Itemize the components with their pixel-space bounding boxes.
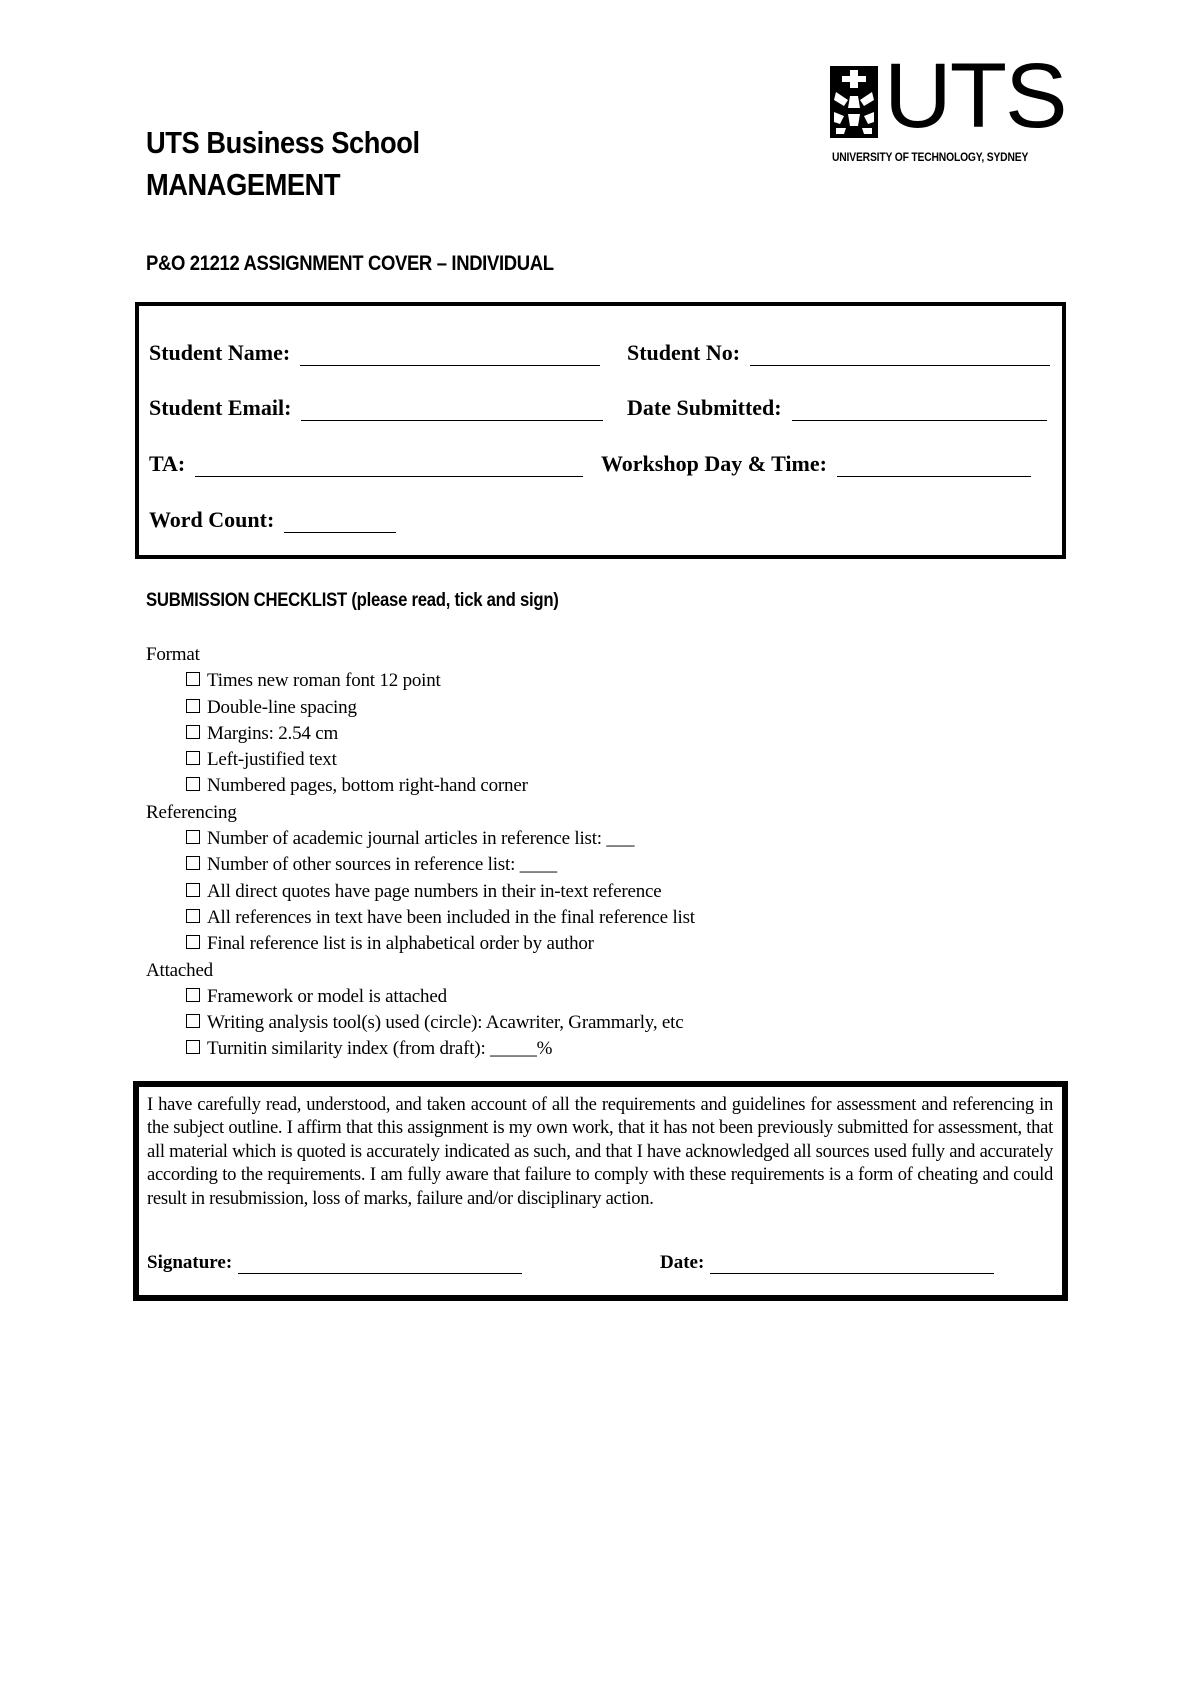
checkbox[interactable] xyxy=(186,672,200,686)
student-name-label: Student Name: xyxy=(149,340,291,365)
school-heading xyxy=(146,122,420,206)
ta-label: TA: xyxy=(149,451,186,476)
date-field xyxy=(660,1250,994,1274)
checklist-section-referencing: Referencing xyxy=(146,801,237,823)
signature-label: Signature: xyxy=(147,1252,233,1273)
workshop-label: Workshop Day & Time: xyxy=(601,451,827,476)
checklist-item[interactable]: Numbered pages, bottom right-hand corner xyxy=(146,773,695,799)
date-submitted-input[interactable] xyxy=(792,398,1047,421)
checklist-item[interactable]: Double-line spacing xyxy=(146,695,695,721)
checklist-item[interactable]: Final reference list is in alphabetical order by author xyxy=(146,931,695,957)
word-count-input[interactable] xyxy=(284,510,396,533)
checkbox[interactable] xyxy=(186,935,200,949)
date-submitted-label: Date Submitted: xyxy=(627,395,782,420)
declaration-text: I have carefully read, understood, and taken account of all the requirements and guidelines for assessment and referencing in the subject outline. I affirm that this assignment is my own work, that it has not been previously submitted for assessment, that all material which is quoted is accurately indicated as such, and that I have acknowledged all sources used fully and accurately according to the requirements. I am fully aware that failure to comply with these requirements is a form of cheating and could result in resubmission, loss of marks, failure and/or disciplinary action. xyxy=(147,1094,1053,1209)
checklist-item[interactable]: Times new roman font 12 point xyxy=(146,668,695,694)
ta-input[interactable] xyxy=(195,454,583,477)
cover-title: P&O 21212 ASSIGNMENT COVER – INDIVIDUAL xyxy=(146,252,554,275)
checklist-title: SUBMISSION CHECKLIST (please read, tick and sign) xyxy=(146,590,559,611)
logo-subtitle: UNIVERSITY OF TECHNOLOGY, SYDNEY xyxy=(832,150,1029,164)
checkbox[interactable] xyxy=(186,883,200,897)
student-email-label: Student Email: xyxy=(149,395,292,420)
date-input[interactable] xyxy=(710,1253,994,1274)
ta-field xyxy=(149,447,583,477)
uts-logo xyxy=(830,45,1066,164)
workshop-input[interactable] xyxy=(837,454,1031,477)
checkbox[interactable] xyxy=(186,830,200,844)
checklist-item[interactable]: Number of academic journal articles in reference list: ___ xyxy=(146,826,695,852)
student-no-field xyxy=(627,336,1050,366)
checkbox[interactable] xyxy=(186,1014,200,1028)
logo-wordmark: UTS xyxy=(884,45,1066,147)
submission-checklist xyxy=(146,642,695,1063)
uts-crest-icon xyxy=(830,66,878,138)
student-name-input[interactable] xyxy=(300,343,600,366)
student-name-field xyxy=(149,336,600,366)
student-no-input[interactable] xyxy=(750,343,1050,366)
checklist-item[interactable]: All references in text have been included in the final reference list xyxy=(146,905,695,931)
declaration-box xyxy=(133,1081,1068,1301)
school-name: UTS Business School xyxy=(146,125,420,160)
checklist-item[interactable]: All direct quotes have page numbers in their in-text reference xyxy=(146,879,695,905)
student-no-label: Student No: xyxy=(627,340,741,365)
checkbox[interactable] xyxy=(186,988,200,1002)
checklist-item[interactable]: Framework or model is attached xyxy=(146,984,695,1010)
checkbox[interactable] xyxy=(186,1040,200,1054)
checkbox[interactable] xyxy=(186,751,200,765)
date-label: Date: xyxy=(660,1252,705,1273)
checkbox[interactable] xyxy=(186,699,200,713)
student-details-box xyxy=(135,302,1066,559)
checkbox[interactable] xyxy=(186,777,200,791)
student-email-input[interactable] xyxy=(301,398,603,421)
department-name: MANAGEMENT xyxy=(146,167,341,202)
checklist-item[interactable]: Left-justified text xyxy=(146,747,695,773)
checklist-section-format: Format xyxy=(146,644,200,665)
word-count-label: Word Count: xyxy=(149,507,275,532)
checklist-item[interactable]: Turnitin similarity index (from draft): _____% xyxy=(146,1036,695,1062)
word-count-field xyxy=(149,503,396,533)
checklist-item[interactable]: Number of other sources in reference list: ____ xyxy=(146,852,695,878)
checkbox[interactable] xyxy=(186,856,200,870)
workshop-field xyxy=(601,447,1031,477)
checkbox[interactable] xyxy=(186,725,200,739)
checklist-item[interactable]: Writing analysis tool(s) used (circle): Acawriter, Grammarly, etc xyxy=(146,1010,695,1036)
checklist-section-attached: Attached xyxy=(146,959,213,981)
date-submitted-field xyxy=(627,391,1047,421)
signature-input[interactable] xyxy=(238,1253,522,1274)
checkbox[interactable] xyxy=(186,909,200,923)
signature-field xyxy=(147,1250,522,1274)
student-email-field xyxy=(149,391,603,421)
checklist-item[interactable]: Margins: 2.54 cm xyxy=(146,721,695,747)
